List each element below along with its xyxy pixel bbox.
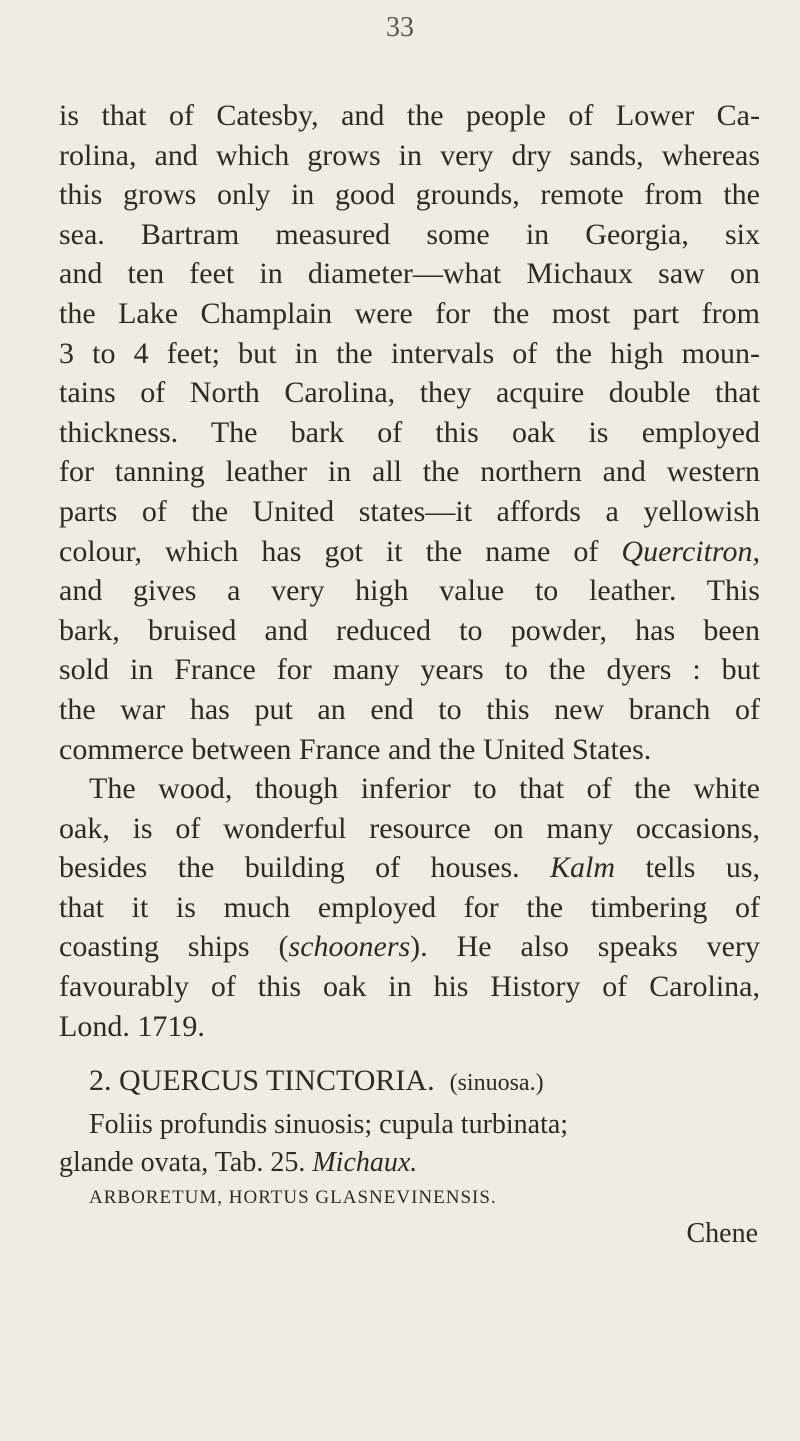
body-text: colour, which has got it the name of [59, 534, 622, 568]
body-line: sold in France for many years to the dyers : but [59, 653, 760, 687]
body-text: coasting ships ( [59, 930, 289, 964]
body-line [59, 532, 760, 572]
collection-references: ARBORETUM, HORTUS GLASNEVINENSIS. [89, 1187, 497, 1209]
quercitron-term: Quercitron, [621, 534, 760, 568]
latin-text: glande ovata, Tab. 25. [59, 1147, 313, 1179]
latin-description-line [59, 1144, 760, 1182]
body-line: and ten feet in diameter—what Michaux saw on [59, 257, 760, 291]
body-line: commerce between France and the United States. [59, 732, 652, 766]
body-line: that it is much employed for the timbering of [59, 890, 760, 924]
body-line: oak, is of wonderful resource on many occasions, [59, 811, 760, 845]
body-line: 3 to 4 feet; but in the intervals of the high moun- [59, 336, 760, 370]
body-line: thickness. The bark of this oak is employed [59, 415, 760, 449]
body-line: favourably of this oak in his History of Carolina, [59, 970, 760, 1004]
species-heading [59, 1056, 760, 1106]
body-line: Lond. 1719. [59, 1009, 205, 1043]
body-text: besides the building of houses. [59, 851, 551, 885]
body-line [59, 927, 760, 967]
species-synonym: (sinuosa.) [449, 1070, 544, 1097]
body-text: tells us, [615, 851, 760, 885]
body-line: parts of the United states—it affords a yellowish [59, 494, 760, 528]
latin-description-line: Foliis profundis sinuosis; cupula turbinata; [89, 1109, 569, 1141]
text-column [59, 96, 760, 1254]
body-line: bark, bruised and reduced to powder, has been [59, 613, 760, 647]
body-line: the war has put an end to this new branch of [59, 692, 760, 726]
catchword: Chene [686, 1218, 758, 1250]
body-line: tains of North Carolina, they acquire double that [59, 376, 760, 410]
body-line: rolina, and which grows in very dry sands, whereas [59, 138, 760, 172]
page-number: 33 [386, 12, 414, 43]
schooners-term: schooners [288, 930, 411, 964]
author-name: Kalm [550, 851, 616, 885]
body-line [59, 848, 760, 888]
body-line: this grows only in good grounds, remote from the [59, 178, 760, 212]
body-line: is that of Catesby, and the people of Lower Ca- [59, 99, 760, 132]
body-line: the Lake Champlain were for the most part from [59, 296, 760, 330]
body-text: ). He also speaks very [410, 930, 760, 964]
body-line: for tanning leather in all the northern and western [59, 455, 760, 489]
michaux-reference: Michaux. [312, 1147, 418, 1179]
species-name: 2. QUERCUS TINCTORIA. [89, 1064, 435, 1098]
body-line: sea. Bartram measured some in Georgia, six [59, 217, 760, 251]
body-line: The wood, though inferior to that of the white [89, 772, 760, 806]
body-line: and gives a very high value to leather. This [59, 574, 760, 608]
